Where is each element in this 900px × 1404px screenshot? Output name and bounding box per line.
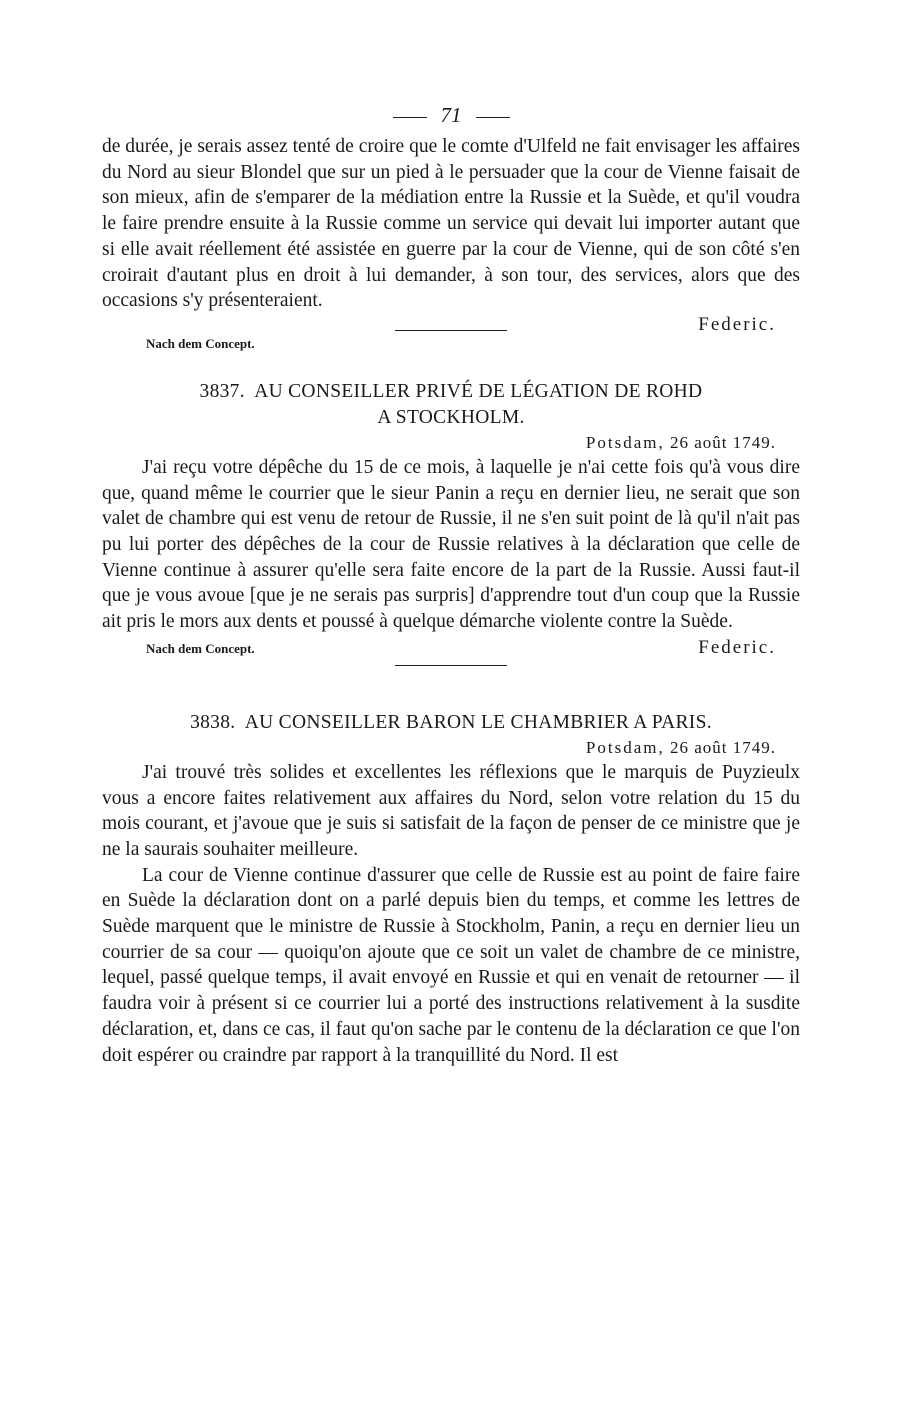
letter-end-footer [102,314,800,360]
date: 26 août 1749. [669,432,776,452]
letter-3838-paragraph: J'ai trouvé très solides et excellentes les réflexions que le marquis de Puyzieulx vous a encore faites relativement aux affaires du Nord, selon votre relation du 15 du mois courant, et j'avoue que je suis si satisfait de la façon de penser de ce ministre que je ne la saurais souhaiter meilleure. [102,761,800,860]
page [102,100,800,1068]
letter-3838-heading [102,710,800,736]
letter-end-text: de durée, je serais assez tenté de croire que le comte d'Ulfeld ne fait envisager les affaires du Nord au sieur Blondel que sur un pied à le persuader que la cour de Vienne faisait de son mieux, afin de s'emparer de la médiation entre la Russie et la Suède, et qu'il voudra le faire prendre ensuite à la Russie comme un service qui devait lui importer autant que si elle avait réellement été assistée en guerre par la cour de Vienne, qui de son côté s'en croirait d'autant plus en droit à lui demander, à son tour, des services, alors que des occasions s'y présenteraient. [102,136,800,312]
letter-3837-dateline [102,431,800,455]
date: 26 août 1749. [669,737,776,757]
signature: Federic. [698,636,776,658]
header-dash-left [393,117,427,118]
letter-3837-text: J'ai reçu votre dépêche du 15 de ce mois, à laquelle je n'ai cette fois qu'à vous dire que, quand même le courrier que le sieur Panin a reçu en dernier lieu, ne serait que son valet de chambre qui est venu de retour de Russie, il ne s'en suit point de là qu'il n'ait pas pu lui porter des dépêches de la cour de Russie relatives à la déclaration que celle de Vienne continue à assurer qu'elle sera faite encore de la part de la Russie. Aussi faut-il que je vous avoue [que je ne serais pas surpris] d'apprendre tout d'un coup que la Russie ait pris le mors aux dents et poussé à quelque démarche violente contre la Suède. [102,456,800,633]
source-note: Nach dem Concept. [146,640,255,656]
letter-3837-heading [102,379,800,431]
heading-line: A STOCKHOLM. [377,406,525,428]
letter-3838-dateline [102,736,800,760]
letter-number: 3838. [190,711,236,733]
heading-line: AU CONSEILLER BARON LE CHAMBRIER A PARIS. [244,711,712,733]
header-dash-right [476,117,510,118]
letter-3838-body [102,760,800,1068]
page-number: 71 [440,103,462,127]
letter-end [102,134,800,314]
heading-line: AU CONSEILLER PRIVÉ DE LÉGATION DE ROHD [254,380,703,402]
letter-number: 3837. [199,380,245,402]
place: Potsdam, [585,737,665,757]
letter-3837-body [102,455,800,635]
page-header [102,100,800,134]
letter-3837-footer [102,637,800,665]
source-note: Nach dem Concept. [146,335,255,351]
letter-3838-paragraph: La cour de Vienne continue d'assurer que celle de Russie est au point de faire faire en Suède la déclaration dont on a parlé depuis bien du temps, et comme les lettres de Suède marquent que le ministre de Russie à Stockholm, Panin, a reçu en dernier lieu un courrier de sa cour — quoiqu'on ajoute que ce soit un valet de chambre de ce ministre, lequel, passé quelque temps, il avait envoyé en Russie et qui en venait de retourner — il faudra voir à présent si ce courrier lui a porté des instructions relativement à la susdite déclaration, et, dans ce cas, il faut qu'on sache par le contenu de la déclaration ce que l'on doit espérer ou craindre par rapport à la tranquillité du Nord. Il est [102,864,800,1066]
signature: Federic. [698,313,776,335]
place: Potsdam, [585,432,665,452]
